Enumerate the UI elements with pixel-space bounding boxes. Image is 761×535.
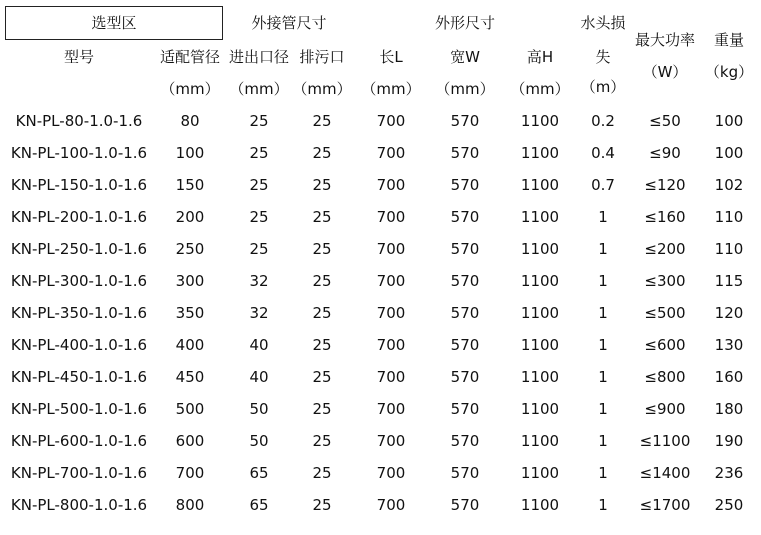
cell-width: 570: [450, 368, 480, 386]
cell-height: 1100: [520, 208, 560, 226]
cell-model: KN-PL-450-1.0-1.6: [10, 368, 148, 386]
cell-weight: 120: [714, 304, 744, 322]
cell-drain: 25: [312, 432, 332, 450]
cell-pipe-diameter: 400: [175, 336, 205, 354]
cell-length: 700: [376, 496, 406, 514]
header-length: 长L: [379, 48, 403, 66]
cell-height: 1100: [520, 112, 560, 130]
cell-weight: 190: [714, 432, 744, 450]
header-drain-outlet: 排污口: [299, 48, 345, 66]
cell-length: 700: [376, 240, 406, 258]
unit-drain: （mm）: [292, 80, 352, 98]
cell-weight: 115: [714, 272, 744, 290]
cell-headloss: 1: [598, 304, 608, 322]
cell-model: KN-PL-400-1.0-1.6: [10, 336, 148, 354]
cell-pipe-diameter: 80: [180, 112, 200, 130]
cell-weight: 102: [714, 176, 744, 194]
cell-drain: 25: [312, 336, 332, 354]
cell-drain: 25: [312, 112, 332, 130]
header-inlet-outlet-diameter: 进出口径: [228, 48, 290, 66]
cell-pipe-diameter: 100: [175, 144, 205, 162]
cell-width: 570: [450, 336, 480, 354]
cell-length: 700: [376, 112, 406, 130]
header-pipe-diameter: 适配管径: [159, 48, 221, 66]
cell-drain: 25: [312, 496, 332, 514]
cell-model: KN-PL-250-1.0-1.6: [10, 240, 148, 258]
cell-inlet-outlet: 40: [249, 336, 269, 354]
header-height: 高H: [526, 48, 554, 66]
cell-headloss: 0.7: [591, 176, 615, 194]
cell-width: 570: [450, 304, 480, 322]
cell-length: 700: [376, 336, 406, 354]
cell-length: 700: [376, 400, 406, 418]
header-model: 型号: [63, 48, 95, 66]
cell-max-power: ≤160: [644, 208, 686, 226]
cell-height: 1100: [520, 496, 560, 514]
cell-headloss: 1: [598, 400, 608, 418]
cell-model: KN-PL-80-1.0-1.6: [15, 112, 143, 130]
unit-width: （mm）: [435, 80, 495, 98]
cell-weight: 160: [714, 368, 744, 386]
cell-width: 570: [450, 240, 480, 258]
cell-inlet-outlet: 50: [249, 432, 269, 450]
cell-headloss: 1: [598, 208, 608, 226]
cell-weight: 100: [714, 144, 744, 162]
cell-drain: 25: [312, 464, 332, 482]
header-headloss-line1: 水头损: [580, 14, 626, 32]
cell-pipe-diameter: 350: [175, 304, 205, 322]
cell-weight: 100: [714, 112, 744, 130]
cell-height: 1100: [520, 272, 560, 290]
cell-inlet-outlet: 65: [249, 496, 269, 514]
header-weight: 重量: [713, 31, 745, 49]
cell-pipe-diameter: 500: [175, 400, 205, 418]
cell-inlet-outlet: 25: [249, 176, 269, 194]
header-max-power: 最大功率: [634, 31, 696, 49]
cell-max-power: ≤800: [644, 368, 686, 386]
cell-height: 1100: [520, 368, 560, 386]
cell-width: 570: [450, 432, 480, 450]
cell-model: KN-PL-500-1.0-1.6: [10, 400, 148, 418]
cell-headloss: 1: [598, 432, 608, 450]
cell-width: 570: [450, 144, 480, 162]
cell-weight: 110: [714, 240, 744, 258]
cell-inlet-outlet: 25: [249, 208, 269, 226]
cell-weight: 110: [714, 208, 744, 226]
cell-height: 1100: [520, 400, 560, 418]
cell-max-power: ≤50: [649, 112, 681, 130]
cell-max-power: ≤600: [644, 336, 686, 354]
cell-length: 700: [376, 208, 406, 226]
cell-weight: 130: [714, 336, 744, 354]
cell-width: 570: [450, 464, 480, 482]
cell-height: 1100: [520, 240, 560, 258]
cell-pipe-diameter: 800: [175, 496, 205, 514]
header-headloss-line2: 失: [595, 48, 611, 66]
cell-height: 1100: [520, 336, 560, 354]
cell-model: KN-PL-600-1.0-1.6: [10, 432, 148, 450]
cell-model: KN-PL-200-1.0-1.6: [10, 208, 148, 226]
selector-box[interactable]: [5, 6, 223, 40]
unit-inlet-outlet: （mm）: [229, 80, 289, 98]
cell-max-power: ≤900: [644, 400, 686, 418]
cell-max-power: ≤1700: [639, 496, 691, 514]
cell-pipe-diameter: 700: [175, 464, 205, 482]
cell-pipe-diameter: 600: [175, 432, 205, 450]
cell-height: 1100: [520, 144, 560, 162]
cell-model: KN-PL-100-1.0-1.6: [10, 144, 148, 162]
cell-headloss: 1: [598, 336, 608, 354]
cell-pipe-diameter: 150: [175, 176, 205, 194]
cell-length: 700: [376, 304, 406, 322]
cell-weight: 236: [714, 464, 744, 482]
cell-width: 570: [450, 112, 480, 130]
cell-max-power: ≤120: [644, 176, 686, 194]
cell-length: 700: [376, 432, 406, 450]
cell-height: 1100: [520, 432, 560, 450]
cell-headloss: 1: [598, 368, 608, 386]
cell-model: KN-PL-350-1.0-1.6: [10, 304, 148, 322]
cell-pipe-diameter: 250: [175, 240, 205, 258]
cell-inlet-outlet: 25: [249, 144, 269, 162]
cell-width: 570: [450, 272, 480, 290]
cell-pipe-diameter: 200: [175, 208, 205, 226]
cell-inlet-outlet: 50: [249, 400, 269, 418]
unit-max-power-visible: （W）: [642, 63, 688, 81]
cell-width: 570: [450, 176, 480, 194]
unit-pipe-diameter: （mm）: [160, 80, 220, 98]
cell-headloss: 0.4: [591, 144, 615, 162]
cell-model: KN-PL-300-1.0-1.6: [10, 272, 148, 290]
cell-headloss: 1: [598, 240, 608, 258]
unit-height: （mm）: [510, 80, 570, 98]
cell-inlet-outlet: 32: [249, 272, 269, 290]
cell-headloss: 0.2: [591, 112, 615, 130]
cell-max-power: ≤200: [644, 240, 686, 258]
cell-width: 570: [450, 496, 480, 514]
cell-model: KN-PL-800-1.0-1.6: [10, 496, 148, 514]
unit-length: （mm）: [361, 80, 421, 98]
cell-length: 700: [376, 464, 406, 482]
cell-drain: 25: [312, 240, 332, 258]
cell-height: 1100: [520, 176, 560, 194]
cell-inlet-outlet: 25: [249, 240, 269, 258]
cell-inlet-outlet: 25: [249, 112, 269, 130]
header-width: 宽W: [450, 48, 480, 66]
cell-drain: 25: [312, 272, 332, 290]
cell-max-power: ≤90: [649, 144, 681, 162]
cell-drain: 25: [312, 208, 332, 226]
cell-length: 700: [376, 176, 406, 194]
selector-label: 选型区: [91, 14, 137, 32]
cell-headloss: 1: [598, 496, 608, 514]
cell-inlet-outlet: 40: [249, 368, 269, 386]
cell-drain: 25: [312, 304, 332, 322]
cell-weight: 250: [714, 496, 744, 514]
unit-weight: （kg）: [704, 63, 754, 81]
cell-drain: 25: [312, 368, 332, 386]
cell-length: 700: [376, 144, 406, 162]
cell-length: 700: [376, 272, 406, 290]
cell-height: 1100: [520, 464, 560, 482]
header-dimensions: 外形尺寸: [434, 14, 496, 32]
cell-max-power: ≤1400: [639, 464, 691, 482]
cell-headloss: 1: [598, 272, 608, 290]
header-external-pipe-size: 外接管尺寸: [251, 14, 327, 32]
cell-max-power: ≤1100: [639, 432, 691, 450]
cell-weight: 180: [714, 400, 744, 418]
cell-inlet-outlet: 32: [249, 304, 269, 322]
cell-inlet-outlet: 65: [249, 464, 269, 482]
cell-model: KN-PL-700-1.0-1.6: [10, 464, 148, 482]
cell-max-power: ≤500: [644, 304, 686, 322]
cell-drain: 25: [312, 176, 332, 194]
cell-length: 700: [376, 368, 406, 386]
cell-drain: 25: [312, 400, 332, 418]
cell-pipe-diameter: 450: [175, 368, 205, 386]
cell-width: 570: [450, 208, 480, 226]
unit-headloss: （m）: [580, 78, 626, 96]
cell-width: 570: [450, 400, 480, 418]
cell-height: 1100: [520, 304, 560, 322]
cell-headloss: 1: [598, 464, 608, 482]
cell-drain: 25: [312, 144, 332, 162]
cell-model: KN-PL-150-1.0-1.6: [10, 176, 148, 194]
cell-max-power: ≤300: [644, 272, 686, 290]
cell-pipe-diameter: 300: [175, 272, 205, 290]
